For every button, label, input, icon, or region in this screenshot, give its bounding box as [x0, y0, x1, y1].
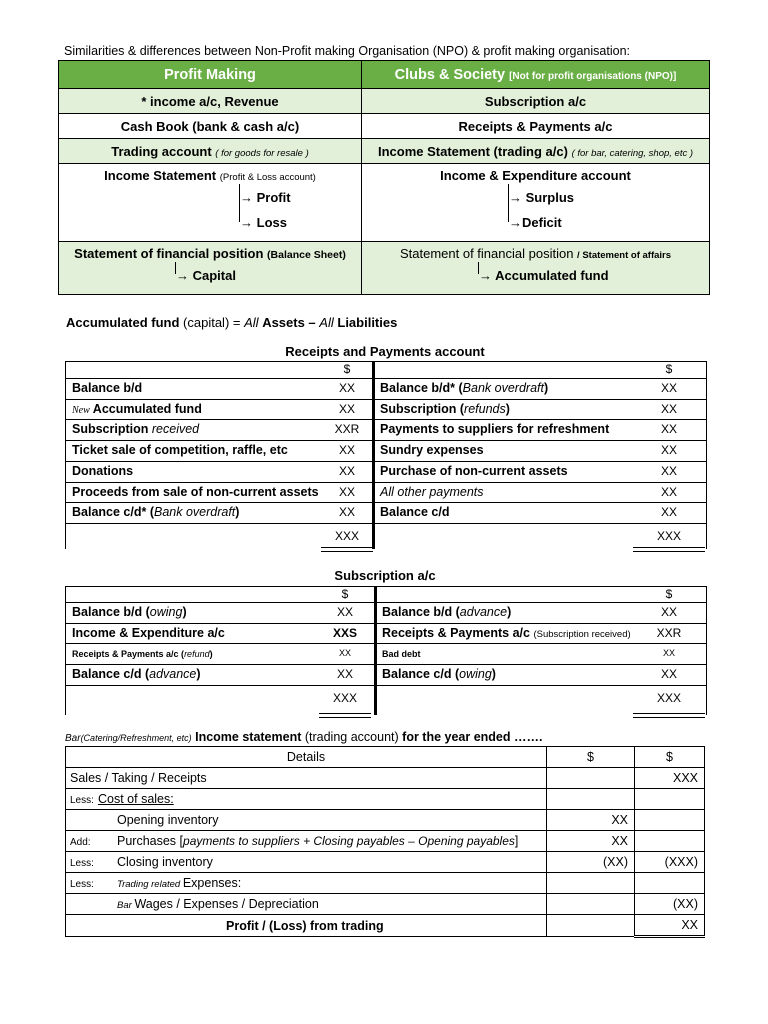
left-total: XXX [334, 528, 359, 543]
left-row-3-label [72, 646, 213, 660]
italic-part: advance [459, 605, 508, 619]
currency-right: $ [665, 587, 673, 601]
currency-right: $ [665, 362, 673, 376]
left-row-5-label: Donations [72, 463, 134, 478]
prefix-note: New [72, 404, 90, 416]
sofp-npo-label: Statement of financial position [399, 246, 574, 261]
italic-part: All other payments [380, 484, 484, 499]
left-total-underline [319, 713, 371, 718]
small-label: Receipts & Payments a/c (refund) [72, 649, 213, 660]
bar-row-4-amount-1: XX [547, 831, 635, 852]
left-row-3-amount: XX [338, 648, 351, 659]
accumulated-fund-formula: Accumulated fund (capital) = All Assets – All Liabilities [66, 315, 398, 330]
arrow-right-icon: → [479, 268, 492, 283]
center-divider [374, 587, 377, 715]
bar-row-4-amount-2 [635, 831, 705, 852]
italic-part: owing [459, 667, 492, 682]
right-row-2-label: Receipts & Payments a/c (Subscription received) [382, 625, 631, 640]
row-line [66, 399, 706, 400]
left-row-1-label: Balance b/d [72, 381, 143, 395]
left-row-7-label: Balance c/d* (Bank overdraft) [72, 505, 240, 520]
right-row-6-label [380, 485, 484, 499]
bar-row-6-amount-1 [547, 873, 635, 894]
row-line [66, 643, 706, 644]
bar-row-1 [66, 768, 705, 789]
bar-row-1-details [66, 768, 547, 789]
cmp-row-4-right [362, 164, 710, 242]
trading-account-note: ( for goods for resale ) [215, 147, 309, 159]
italic-part: received [151, 422, 200, 437]
row-line [66, 482, 706, 483]
row-label: Profit / (Loss) from trading [226, 918, 384, 933]
header-line [66, 378, 706, 379]
left-row-1-amount: XX [338, 381, 355, 395]
arrow-right-icon: → [509, 190, 522, 205]
cmp-row-3-right [362, 139, 710, 164]
left-total: XXX [332, 690, 357, 705]
bar-row-8-details [66, 915, 547, 937]
row-prefix: Less: [70, 879, 94, 890]
bar-row-3-amount-1: XX [547, 810, 635, 831]
right-row-2-label: Subscription (refunds) [380, 401, 510, 416]
cmp-row-4-left [59, 164, 362, 242]
right-row-4-label: Sundry expenses [380, 443, 484, 458]
bar-row-5-amount-2: (XXX) [635, 852, 705, 873]
sub-frame [65, 586, 707, 715]
right-row-2-amount: XXR [656, 625, 682, 640]
trading-account-label: Trading account [111, 143, 212, 159]
bar-row-7-amount-1 [547, 894, 635, 915]
bar-row-7-amount-2: (XX) [635, 894, 705, 915]
sofp-label: Statement of financial position [74, 246, 264, 261]
row-label: Closing inventory [117, 855, 213, 869]
bar-row-1-amount-2: XXX [635, 768, 705, 789]
bar-row-6 [66, 873, 705, 894]
right-row-1-amount: XX [660, 605, 677, 619]
sofp-note: (Balance Sheet) [267, 249, 346, 261]
arrow-right-icon: → [176, 268, 189, 283]
cmp-row-2-right: Receipts & Payments a/c [362, 114, 710, 139]
row-line [66, 623, 706, 624]
loss-item: → Loss [240, 215, 287, 230]
left-row-4-label: Balance c/d (advance) [72, 667, 201, 682]
right-row-3-amount: XX [662, 648, 675, 659]
row-prefix: Less: [70, 795, 94, 806]
italic-part: advance [149, 667, 197, 682]
bar-row-6-details [66, 873, 547, 894]
row-line [66, 502, 706, 503]
row-line [66, 664, 706, 665]
bar-row-3-amount-2 [635, 810, 705, 831]
left-row-2-label: New Accumulated fund [72, 401, 202, 416]
income-statement-note: (Profit & Loss account) [219, 172, 316, 183]
cmp-row-5-left [59, 242, 362, 295]
left-row-6-amount: XX [338, 484, 355, 499]
subscription-title: Subscription a/c [334, 568, 436, 583]
bar-row-5-amount-1: (XX) [547, 852, 635, 873]
right-row-6-amount: XX [660, 484, 677, 499]
cmp-row-2-left: Cash Book (bank & cash a/c) [59, 114, 362, 139]
cmp-row-5-right [362, 242, 710, 295]
right-total: XXX [656, 528, 681, 543]
income-expenditure-label: Income & Expenditure account [440, 168, 631, 183]
bar-row-2-amount-1 [547, 789, 635, 810]
right-row-3-label: Payments to suppliers for refreshment [380, 422, 610, 437]
bar-row-5 [66, 852, 705, 873]
left-row-1-label: Balance b/d (owing) [72, 605, 187, 619]
left-row-2-amount: XXS [332, 625, 357, 640]
right-row-1-label: Balance b/d* (Bank overdraft) [380, 381, 549, 395]
currency-left: $ [341, 587, 349, 601]
row-prefix: Add: [70, 837, 91, 848]
right-row-5-amount: XX [660, 463, 677, 478]
right-total: XXX [656, 690, 681, 705]
bar-row-6-amount-2 [635, 873, 705, 894]
left-row-6-label: Proceeds from sale of non-current assets [72, 484, 319, 499]
income-statement-trading-note: ( for bar, catering, shop, etc ) [571, 147, 694, 159]
bar-row-5-details [66, 852, 547, 873]
cmp-row-1-right: Subscription a/c [362, 89, 710, 114]
bar-row-1-amount-1 [547, 768, 635, 789]
row-prefix: Less: [70, 858, 94, 869]
bar-row-8 [66, 915, 705, 937]
row-line [66, 523, 706, 524]
row-pre-italic: Bar [117, 900, 135, 911]
row-label: Purchases [117, 834, 177, 848]
details-header: Details [66, 747, 547, 768]
bar-row-8-amount-2: XX [635, 915, 705, 937]
right-row-4-amount: XX [660, 443, 677, 458]
amount-header-2: $ [635, 747, 705, 768]
arrow-right-icon: → [240, 190, 253, 205]
income-statement-trading-label: Income Statement (trading a/c) [377, 143, 568, 159]
left-total-underline [321, 547, 373, 552]
accumulated-fund-item: → Accumulated fund [479, 268, 609, 283]
income-statement-label: Income Statement [104, 168, 217, 183]
right-row-1-amount: XX [660, 381, 677, 395]
page-heading: Similarities & differences between Non-Profit making Organisation (NPO) & profit making organisation: [64, 44, 630, 58]
bar-row-2 [66, 789, 705, 810]
deficit-item: →Deficit [509, 215, 562, 230]
clubs-header-label: Clubs & Society [394, 66, 506, 83]
clubs-header-note: [Not for profit organisations (NPO)] [509, 70, 677, 82]
bar-row-3 [66, 810, 705, 831]
arrow-right-icon: → [240, 215, 253, 230]
row-pre-italic: Trading related [117, 879, 183, 890]
right-row-1-label: Balance b/d (advance) [382, 605, 512, 619]
rp-frame [65, 361, 707, 549]
capital-item: → Capital [176, 268, 236, 283]
receipts-payments-title: Receipts and Payments account [285, 344, 485, 359]
row-label: Wages / Expenses / Depreciation [134, 897, 319, 911]
left-row-4-label: Ticket sale of competition, raffle, etc [72, 443, 288, 458]
right-total-underline [633, 713, 705, 718]
amount-header-1: $ [547, 747, 635, 768]
row-label: Opening inventory [117, 813, 219, 827]
center-divider [372, 362, 375, 549]
row-label: Sales / Taking / Receipts [70, 771, 207, 785]
row-line [66, 461, 706, 462]
row-label: Expenses: [182, 876, 242, 890]
right-row-3-amount: XX [660, 422, 677, 437]
bar-row-2-amount-2 [635, 789, 705, 810]
right-row-7-label: Balance c/d [380, 505, 450, 520]
row-line [66, 685, 706, 686]
right-row-3-label [382, 646, 421, 660]
bar-row-4-details: Add: Purchases [payments to suppliers + Closing payables – Opening payables] [66, 831, 547, 852]
bar-row-2-details [66, 789, 547, 810]
left-row-7-amount: XX [338, 505, 355, 520]
left-row-1-amount: XX [336, 605, 353, 619]
italic-part: Bank overdraft [153, 505, 236, 520]
header-line [66, 602, 706, 603]
bar-row-8-amount-1 [547, 915, 635, 937]
left-row-3-amount: XXR [334, 422, 360, 437]
right-row-4-label: Balance c/d (owing) [382, 667, 496, 682]
surplus-item: → Surplus [509, 190, 575, 205]
small-label: Bad debt [382, 649, 421, 660]
row-note: payments to suppliers + Closing payables – Opening payables [183, 834, 515, 848]
right-row-2-amount: XX [660, 401, 677, 416]
bar-row-7 [66, 894, 705, 915]
profit-making-header: Profit Making [59, 61, 362, 89]
left-row-4-amount: XX [336, 667, 353, 682]
bar-income-statement [65, 746, 705, 938]
row-label: Cost of sales: [98, 792, 174, 806]
left-row-4-amount: XX [338, 443, 355, 458]
row-line [66, 440, 706, 441]
right-row-7-amount: XX [660, 505, 677, 520]
italic-part: refunds [464, 401, 506, 416]
row-line [66, 419, 706, 420]
cmp-row-3-left [59, 139, 362, 164]
clubs-header [362, 61, 710, 89]
comparison-table [58, 60, 710, 295]
bar-row-4 [66, 831, 705, 852]
left-row-5-amount: XX [338, 463, 355, 478]
left-row-2-label: Income & Expenditure a/c [72, 625, 225, 640]
bar-statement-title: Bar(Catering/Refreshment, etc) Income statement (trading account) for the year ended ……. [65, 730, 543, 744]
currency-left: $ [343, 362, 351, 376]
small-note: (Subscription received) [533, 628, 631, 640]
cmp-row-1-left: * income a/c, Revenue [59, 89, 362, 114]
left-row-3-label: Subscription received [72, 422, 200, 437]
small-italic: refund [184, 649, 210, 660]
left-row-2-amount: XX [338, 401, 355, 416]
profit-item: → Profit [240, 190, 291, 205]
sofp-npo-note: / Statement of affairs [577, 250, 672, 261]
italic-part: Bank overdraft [462, 381, 544, 395]
italic-part: owing [149, 605, 183, 619]
arrow-right-icon: → [509, 215, 522, 230]
right-row-4-amount: XX [660, 667, 677, 682]
bar-row-3-details [66, 810, 547, 831]
bar-row-7-details [66, 894, 547, 915]
right-row-5-label: Purchase of non-current assets [380, 463, 568, 478]
right-total-underline [633, 547, 705, 552]
